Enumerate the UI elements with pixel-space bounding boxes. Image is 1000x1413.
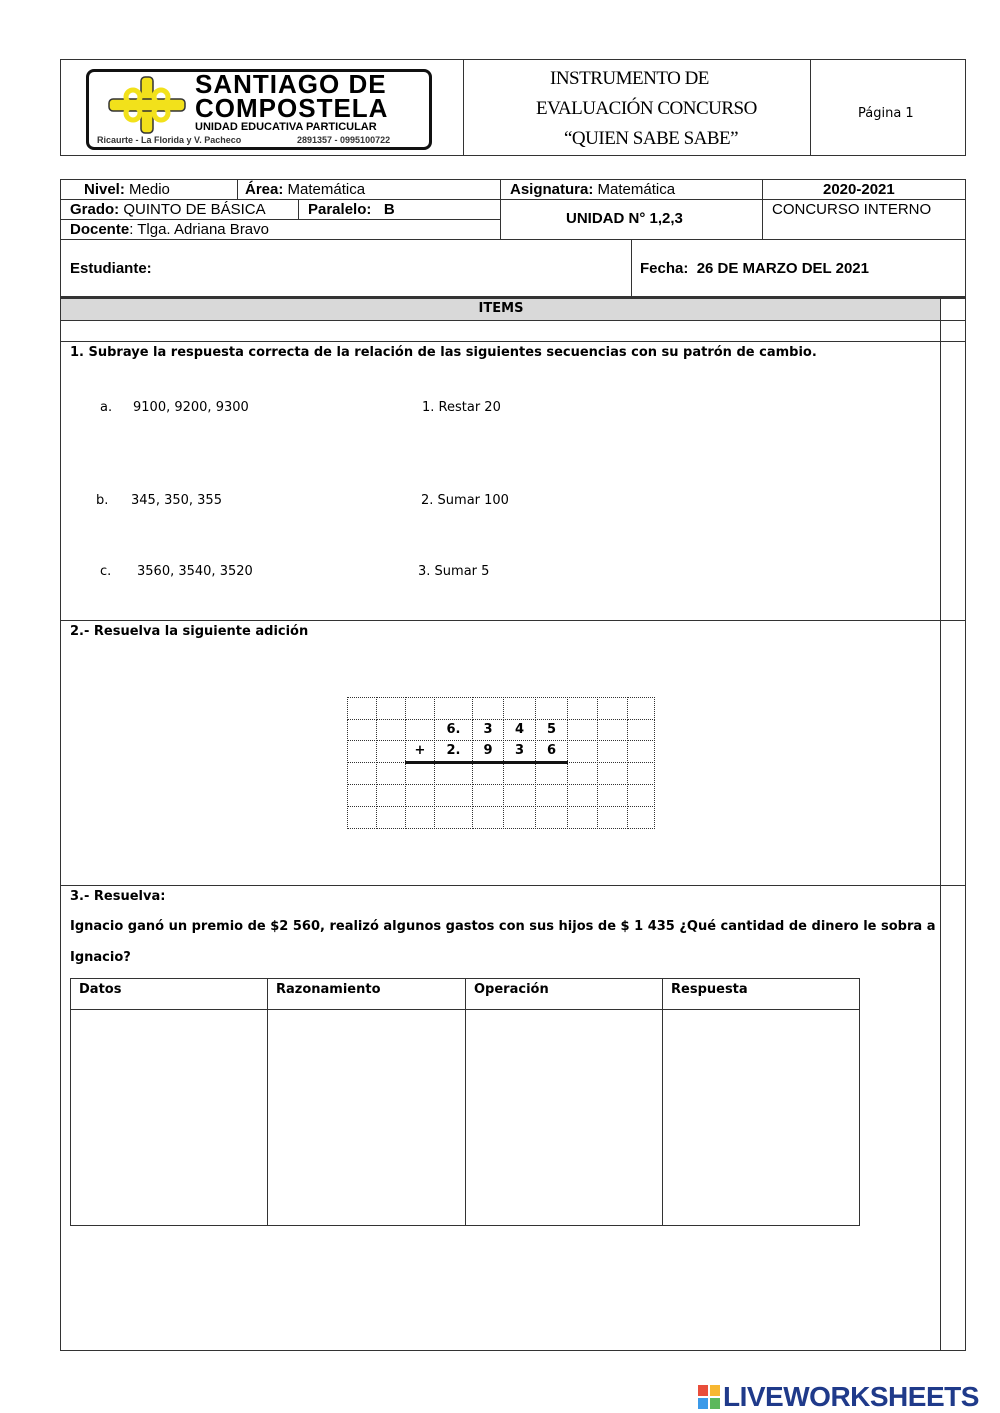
concurso-type: CONCURSO INTERNO (772, 201, 932, 218)
grid-cell[interactable] (597, 784, 628, 807)
grid-cell[interactable] (405, 697, 435, 720)
nivel-value: Medio (129, 181, 170, 198)
school-logo (86, 69, 432, 150)
grid-cell[interactable] (627, 740, 655, 763)
grid-cell[interactable] (597, 740, 628, 763)
grid-cell[interactable] (627, 806, 655, 829)
sequence-option[interactable]: 3560, 3540, 3520 (137, 564, 253, 579)
grid-cell[interactable] (434, 697, 473, 720)
col-respuesta: Respuesta (671, 982, 748, 997)
grid-cell[interactable] (472, 784, 504, 807)
estudiante-label: Estudiante: (70, 260, 152, 277)
grid-cell[interactable] (405, 806, 435, 829)
logo-phones: 2891357 - 0995100722 (297, 135, 391, 145)
grid-cell[interactable] (597, 697, 628, 720)
liveworksheets-logo-icon (698, 1385, 720, 1409)
pattern-option[interactable]: 1. Restar 20 (422, 400, 501, 415)
col-datos: Datos (79, 982, 122, 997)
grado-value: QUINTO DE BÁSICA (123, 201, 266, 218)
grid-cell[interactable] (405, 719, 435, 741)
grid-cell[interactable] (347, 719, 377, 741)
grid-cell[interactable] (376, 719, 406, 741)
grid-cell[interactable] (376, 740, 406, 763)
grid-cell[interactable] (405, 762, 435, 785)
grid-cell[interactable] (627, 719, 655, 741)
grid-digit: + (405, 740, 435, 763)
grid-cell[interactable] (347, 784, 377, 807)
liveworksheets-watermark: LIVEWORKSHEETS (698, 1381, 979, 1413)
grid-cell[interactable] (347, 740, 377, 763)
sum-line (405, 761, 568, 764)
grid-cell[interactable] (597, 719, 628, 741)
col-operacion: Operación (474, 982, 549, 997)
grid-cell[interactable] (503, 806, 536, 829)
logo-name-1: SANTIAGO DE (195, 69, 387, 99)
grid-digit: 3 (472, 719, 504, 741)
grid-cell[interactable] (434, 806, 473, 829)
operacion-input[interactable] (466, 1010, 661, 1224)
asignatura-value: Matemática (597, 181, 676, 198)
grid-cell[interactable] (503, 697, 536, 720)
docente-value: : Tlga. Adriana Bravo (129, 221, 269, 238)
pattern-option[interactable]: 2. Sumar 100 (421, 493, 509, 508)
q3-prompt: 3.- Resuelva: (70, 889, 166, 904)
grid-cell[interactable] (376, 697, 406, 720)
q1-prompt: 1. Subraye la respuesta correcta de la relación de las siguientes secuencias con su patrón de cambio. (70, 345, 817, 360)
pattern-option[interactable]: 3. Sumar 5 (418, 564, 490, 579)
grid-digit: 2. (434, 740, 473, 763)
grid-digit: 4 (503, 719, 536, 741)
grid-cell[interactable] (567, 697, 598, 720)
grid-cell[interactable] (535, 784, 568, 807)
area-value: Matemática (287, 181, 366, 198)
sequence-option[interactable]: 345, 350, 355 (131, 493, 222, 508)
grid-cell[interactable] (567, 762, 598, 785)
logo-subtitle: UNIDAD EDUCATIVA PARTICULAR (195, 121, 377, 133)
grid-cell[interactable] (597, 762, 628, 785)
logo-address: Ricaurte - La Florida y V. Pacheco (97, 135, 242, 145)
datos-input[interactable] (71, 1010, 266, 1224)
q2-prompt: 2.- Resuelva la siguiente adición (70, 624, 309, 639)
q3-problem: Ignacio ganó un premio de $2 560, realizó algunos gastos con sus hijos de $ 1 435 ¿Qué cantidad de dinero le sobra a (70, 919, 936, 934)
grid-digit: 6. (434, 719, 473, 741)
grid-cell[interactable] (503, 784, 536, 807)
sequence-option[interactable]: 9100, 9200, 9300 (133, 400, 249, 415)
grid-cell[interactable] (347, 762, 377, 785)
grid-cell[interactable] (627, 697, 655, 720)
fecha-value: 26 DE MARZO DEL 2021 (696, 260, 869, 277)
grid-cell[interactable] (567, 806, 598, 829)
grid-digit: 5 (535, 719, 568, 741)
grid-cell[interactable] (535, 762, 568, 785)
grid-cell[interactable] (434, 784, 473, 807)
grid-cell[interactable] (376, 762, 406, 785)
school-year: 2020-2021 (823, 181, 895, 198)
respuesta-input[interactable] (663, 1010, 859, 1224)
grid-cell[interactable] (376, 806, 406, 829)
grid-cell[interactable] (567, 719, 598, 741)
grid-cell[interactable] (535, 806, 568, 829)
grid-cell[interactable] (376, 784, 406, 807)
grid-cell[interactable] (627, 784, 655, 807)
grid-cell[interactable] (472, 697, 504, 720)
document-title: INSTRUMENTO DE EVALUACIÓN CONCURSO “QUIEN SABE SABE” (536, 68, 757, 149)
unidad: UNIDAD N° 1,2,3 (566, 210, 683, 227)
col-razonamiento: Razonamiento (276, 982, 381, 997)
grid-cell[interactable] (347, 697, 377, 720)
razonamiento-input[interactable] (268, 1010, 464, 1224)
grid-cell[interactable] (567, 784, 598, 807)
grid-cell[interactable] (627, 762, 655, 785)
worksheet-page: SANTIAGO DE COMPOSTELA UNIDAD EDUCATIVA PARTICULAR Ricaurte - La Florida y V. Pacheco 2891357 - 0995100722 INSTRUMENTO DE EVALUACIÓN CONCURSO “QUIEN SABE SABE” Página 1 Nivel: Medio Área: Matemática Asignatura: Matemática 2020-2021 Grado: QUINTO DE BÁSICA Paralelo: B UNIDAD N° 1,2,3 CONCURSO INTERNO Docente: Tlga. Adriana Bravo Estudiante: Fecha: 26 DE MARZO DEL 2021 ITEMS 1. Subraye la respuesta correcta de la relación de las siguientes secuencias con su patrón de cambio. a. 9100, 9200, 9300 1. Restar 20 b. 345, 350, 355 2. Sumar 100 c. 3560, 3540, 3520 3. Sumar 5 2.- Resuelva la siguiente adición 6. 3 4 5 + 2. 9 3 6 3.- Resuelva: Ignacio ganó un premio de $2 560, realizó algunos gastos con sus hijos de $ 1 435 ¿Qué cantidad de dinero le sobra a Ignacio? Datos Razonamiento Operación Respuesta LIVEWORKSHEETS (0, 0, 1000, 1413)
grid-cell[interactable] (535, 697, 568, 720)
grid-cell[interactable] (405, 784, 435, 807)
grid-cell[interactable] (434, 762, 473, 785)
items-title: ITEMS (478, 301, 524, 316)
grid-digit: 6 (535, 740, 568, 763)
grid-cell[interactable] (597, 806, 628, 829)
grid-cell[interactable] (472, 762, 504, 785)
logo-name-2: COMPOSTELA (195, 93, 389, 123)
grid-digit: 9 (472, 740, 504, 763)
grid-cell[interactable] (567, 740, 598, 763)
grid-cell[interactable] (503, 762, 536, 785)
q3-problem-cont: Ignacio? (70, 950, 131, 965)
grid-digit: 3 (503, 740, 536, 763)
paralelo-value: B (383, 201, 395, 218)
grid-cell[interactable] (347, 806, 377, 829)
cross-emblem-icon (105, 75, 189, 135)
page-number: Página 1 (858, 106, 914, 121)
grid-cell[interactable] (472, 806, 504, 829)
